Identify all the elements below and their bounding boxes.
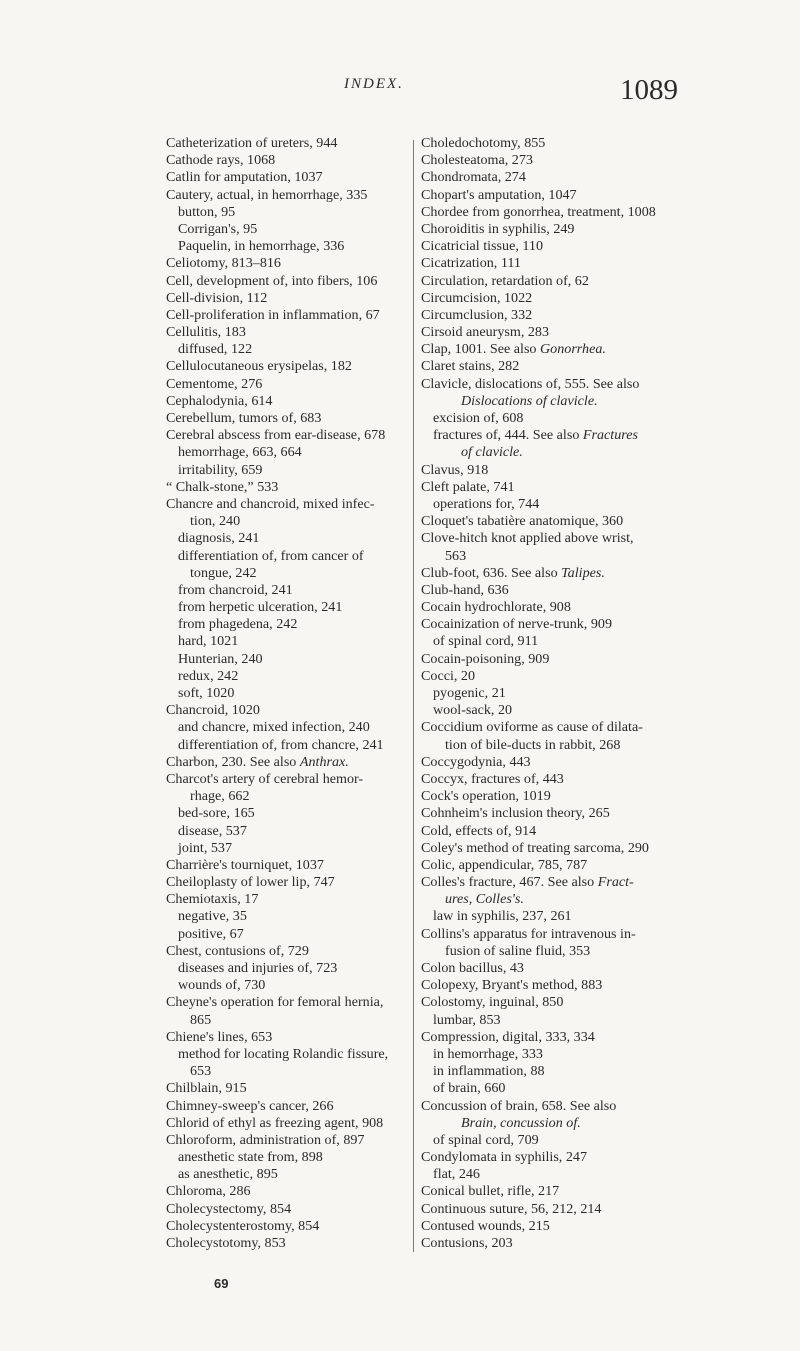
index-entry [421,668,761,685]
column-divider [413,140,414,1252]
entry-text: Continuous suture, 56, 212, 214 [421,1200,602,1217]
entry-text: Cocci, 20 [421,667,476,684]
index-subentry [421,427,761,444]
index-entry [421,857,761,874]
index-subentry [421,685,761,702]
index-subentry [421,737,761,754]
entry-text: Chancre and chancroid, mixed infec- [166,495,375,512]
index-subentry [421,943,761,960]
index-subentry [421,410,761,427]
index-entry [421,290,761,307]
index-subentry [421,1080,761,1097]
index-entry [421,135,761,152]
index-subentry [421,908,761,925]
index-entry [421,273,761,290]
entry-text: Cellulocutaneous erysipelas, 182 [166,358,352,375]
entry-text: Catlin for amputation, 1037 [166,169,323,186]
entry-text: Cleft palate, 741 [421,478,515,495]
index-entry [421,977,761,994]
index-entry [421,255,761,272]
entry-text: Chondromata, 274 [421,169,526,186]
entry-text: diagnosis, 241 [178,530,260,547]
index-entry [421,479,761,496]
entry-text: 653 [190,1063,212,1080]
index-column-right [421,135,761,1252]
entry-text: Catheterization of ureters, 944 [166,135,338,151]
entry-text: Cholecystectomy, 854 [166,1200,292,1217]
entry-text: in inflammation, 88 [433,1063,545,1080]
entry-text: Choledochotomy, 855 [421,135,546,151]
entry-text: Chloroma, 286 [166,1183,251,1200]
index-entry [421,805,761,822]
index-entry [421,926,761,943]
entry-text: Contused wounds, 215 [421,1217,550,1234]
index-entry [421,530,761,547]
entry-cross-reference: Brain, concussion of. [461,1114,581,1131]
entry-text: Coley's method of treating sarcoma, 290 [421,839,649,856]
entry-text: Circumcision, 1022 [421,289,533,306]
index-entry [421,840,761,857]
entry-text: Cirsoid aneurysm, 283 [421,324,550,341]
index-entry [421,754,761,771]
index-entry [421,1218,761,1235]
entry-text: Compression, digital, 333, 334 [421,1028,595,1045]
entry-text: Conical bullet, rifle, 217 [421,1183,560,1200]
entry-text: anesthetic state from, 898 [178,1149,323,1166]
entry-text: Colon bacillus, 43 [421,960,524,976]
index-entry [421,1149,761,1166]
entry-text: Cell, development of, into fibers, 106 [166,272,378,289]
entry-text: Chancroid, 1020 [166,702,260,719]
entry-text: Chemiotaxis, 17 [166,891,259,908]
entry-text: Paquelin, in hemorrhage, 336 [178,238,345,255]
index-subentry [421,1046,761,1063]
index-entry [421,1183,761,1200]
index-entry [421,187,761,204]
index-entry [421,565,761,582]
index-entry [421,651,761,668]
entry-text: from chancroid, 241 [178,581,293,598]
entry-text: wounds of, 730 [178,977,266,994]
entry-text: rhage, 662 [190,788,250,805]
entry-text: Charbon, 230. See also [166,753,300,770]
entry-text: Colopexy, Bryant's method, 883 [421,977,603,994]
entry-text: Cheyne's operation for femoral hernia, [166,994,384,1011]
entry-text: 563 [445,547,467,564]
entry-text: and chancre, mixed infection, 240 [178,719,370,736]
index-subentry [421,444,761,461]
entry-text: 865 [190,1011,212,1028]
entry-text: Club-hand, 636 [421,581,509,598]
entry-text: Claret stains, 282 [421,358,520,375]
entry-text: tion of bile-ducts in rabbit, 268 [445,736,621,753]
entry-text: Chilblain, 915 [166,1080,247,1097]
index-entry [421,1235,761,1252]
entry-cross-reference: Fract- [597,874,634,891]
entry-text: redux, 242 [178,667,239,684]
entry-text: positive, 67 [178,925,244,942]
index-subentry [421,1012,761,1029]
entry-text: Cementome, 276 [166,375,263,392]
index-entry [421,341,761,358]
entry-text: Cathode rays, 1068 [166,152,276,169]
entry-text: Cohnheim's inclusion theory, 265 [421,805,610,822]
entry-text: diffused, 122 [178,341,253,358]
entry-text: method for locating Rolandic fissure, [178,1045,389,1062]
entry-text: negative, 35 [178,908,247,925]
entry-text: Cephalodynia, 614 [166,392,273,409]
entry-text: Cerebellum, tumors of, 683 [166,410,322,426]
page-header [0,74,800,122]
entry-cross-reference: Gonorrhea. [540,341,606,358]
entry-text: lumbar, 853 [433,1011,501,1028]
entry-text: differentiation of, from chancre, 241 [178,736,384,753]
entry-text: Clove-hitch knot applied above wrist, [421,530,634,547]
index-entry [421,874,761,891]
entry-text: Circulation, retardation of, 62 [421,272,589,289]
entry-text: of brain, 660 [433,1080,506,1097]
entry-text: fusion of saline fluid, 353 [445,942,591,959]
index-subentry [421,1063,761,1080]
entry-text: wool-sack, 20 [433,702,513,719]
entry-text: Celiotomy, 813–816 [166,255,281,272]
entry-text: in hemorrhage, 333 [433,1045,543,1062]
entry-text: Cheiloplasty of lower lip, 747 [166,874,335,891]
index-entry [421,582,761,599]
entry-cross-reference: Talipes. [561,564,605,581]
entry-text: Cocain hydrochlorate, 908 [421,599,571,616]
index-entry [421,169,761,186]
entry-text: soft, 1020 [178,685,235,701]
entry-cross-reference: Anthrax. [299,753,349,770]
entry-text: Cholecystotomy, 853 [166,1235,286,1251]
entry-text: Chopart's amputation, 1047 [421,186,577,203]
entry-text: “ Chalk-stone,” 533 [166,478,279,495]
index-subentry [421,548,761,565]
entry-cross-reference: Fractures [582,427,638,444]
entry-text: Clavus, 918 [421,461,489,478]
entry-text: tongue, 242 [190,564,257,581]
index-entry [421,238,761,255]
entry-text: Cellulitis, 183 [166,324,246,341]
entry-text: Colles's fracture, 467. See also [421,874,598,891]
entry-text: flat, 246 [433,1166,480,1183]
entry-text: Circumclusion, 332 [421,306,533,323]
entry-text: Cell-proliferation in inflammation, 67 [166,306,380,323]
entry-text: Chlorid of ethyl as freezing agent, 908 [166,1114,384,1131]
entry-text: joint, 537 [178,839,233,856]
entry-cross-reference: of clavicle. [461,444,523,461]
index-entry [421,462,761,479]
entry-text: Coccyx, fractures of, 443 [421,770,564,787]
entry-text: Cholecystenterostomy, 854 [166,1217,320,1234]
index-entry [421,358,761,375]
entry-text: Cerebral abscess from ear-disease, 678 [166,427,386,444]
entry-text: bed-sore, 165 [178,805,255,822]
entry-text: as anesthetic, 895 [178,1166,278,1183]
index-entry [421,1098,761,1115]
entry-text: Chloroform, administration of, 897 [166,1131,365,1148]
entry-text: Cocainization of nerve-trunk, 909 [421,616,612,633]
index-entry [421,513,761,530]
entry-text: pyogenic, 21 [433,685,506,701]
index-entry [421,221,761,238]
entry-text: Colostomy, inguinal, 850 [421,994,564,1011]
page-number: 1089 [620,74,678,106]
entry-text: law in syphilis, 237, 261 [433,908,572,925]
index-entry [421,307,761,324]
entry-text: Cautery, actual, in hemorrhage, 335 [166,186,368,203]
entry-text: fractures of, 444. See also [433,427,583,444]
entry-text: Coccidium oviforme as cause of dilata- [421,719,643,736]
entry-text: Clavicle, dislocations of, 555. See also [421,375,640,392]
running-title: INDEX. [344,76,404,92]
entry-text: button, 95 [178,203,236,220]
entry-text: Club-foot, 636. See also [421,564,562,581]
index-subentry [421,633,761,650]
entry-text: excision of, 608 [433,410,524,426]
entry-cross-reference: ures, Colles's. [445,891,524,908]
index-entry [421,324,761,341]
entry-text: Concussion of brain, 658. See also [421,1097,617,1114]
index-entry [421,1029,761,1046]
entry-text: Cold, effects of, 914 [421,822,537,839]
index-entry [421,994,761,1011]
entry-text: Chimney-sweep's cancer, 266 [166,1097,334,1114]
entry-text: Contusions, 203 [421,1235,513,1251]
entry-text: Colic, appendicular, 785, 787 [421,856,588,873]
entry-text: Collins's apparatus for intravenous in- [421,925,636,942]
index-entry [421,788,761,805]
entry-text: Charrière's tourniquet, 1037 [166,856,324,873]
index-subentry [421,1115,761,1132]
entry-text: diseases and injuries of, 723 [178,960,338,976]
index-entry [421,204,761,221]
entry-text: from phagedena, 242 [178,616,298,633]
index-subentry [421,1132,761,1149]
entry-text: Choroiditis in syphilis, 249 [421,220,575,237]
index-entry [421,719,761,736]
entry-text: Coccygodynia, 443 [421,753,531,770]
entry-text: disease, 537 [178,822,247,839]
entry-text: Corrigan's, 95 [178,220,258,237]
entry-text: tion, 240 [190,513,241,530]
index-entry [421,823,761,840]
index-entry [421,960,761,977]
entry-text: of spinal cord, 709 [433,1131,539,1148]
entry-text: Chest, contusions of, 729 [166,942,309,959]
index-entry [421,1201,761,1218]
entry-text: irritability, 659 [178,461,263,478]
index-subentry [421,891,761,908]
entry-text: Cocain-poisoning, 909 [421,650,550,667]
index-subentry [421,702,761,719]
entry-text: Cock's operation, 1019 [421,788,551,805]
index-subentry [421,393,761,410]
index-entry [421,771,761,788]
entry-text: Cicatrization, 111 [421,255,521,272]
entry-text: Cloquet's tabatière anatomique, 360 [421,513,624,530]
entry-text: from herpetic ulceration, 241 [178,599,343,616]
entry-text: of spinal cord, 911 [433,633,539,650]
entry-text: differentiation of, from cancer of [178,547,364,564]
entry-text: Hunterian, 240 [178,650,263,667]
index-entry [421,616,761,633]
signature-mark: 69 [214,1276,229,1291]
index-subentry [421,1166,761,1183]
entry-text: Chiene's lines, 653 [166,1028,273,1045]
entry-text: Condylomata in syphilis, 247 [421,1149,587,1166]
index-entry [421,599,761,616]
index-entry [421,376,761,393]
entry-text: Cell-division, 112 [166,289,268,306]
entry-text: Chordee from gonorrhea, treatment, 1008 [421,203,656,220]
index-entry [421,152,761,169]
entry-text: operations for, 744 [433,495,540,512]
entry-text: Cholesteatoma, 273 [421,152,533,169]
entry-text: Clap, 1001. See also [421,341,540,358]
entry-text: hard, 1021 [178,633,239,650]
entry-text: Cicatricial tissue, 110 [421,238,543,255]
entry-cross-reference: Dislocations of clavicle. [461,392,598,409]
index-subentry [421,496,761,513]
entry-text: Charcot's artery of cerebral hemor- [166,770,364,787]
entry-text: hemorrhage, 663, 664 [178,444,302,461]
